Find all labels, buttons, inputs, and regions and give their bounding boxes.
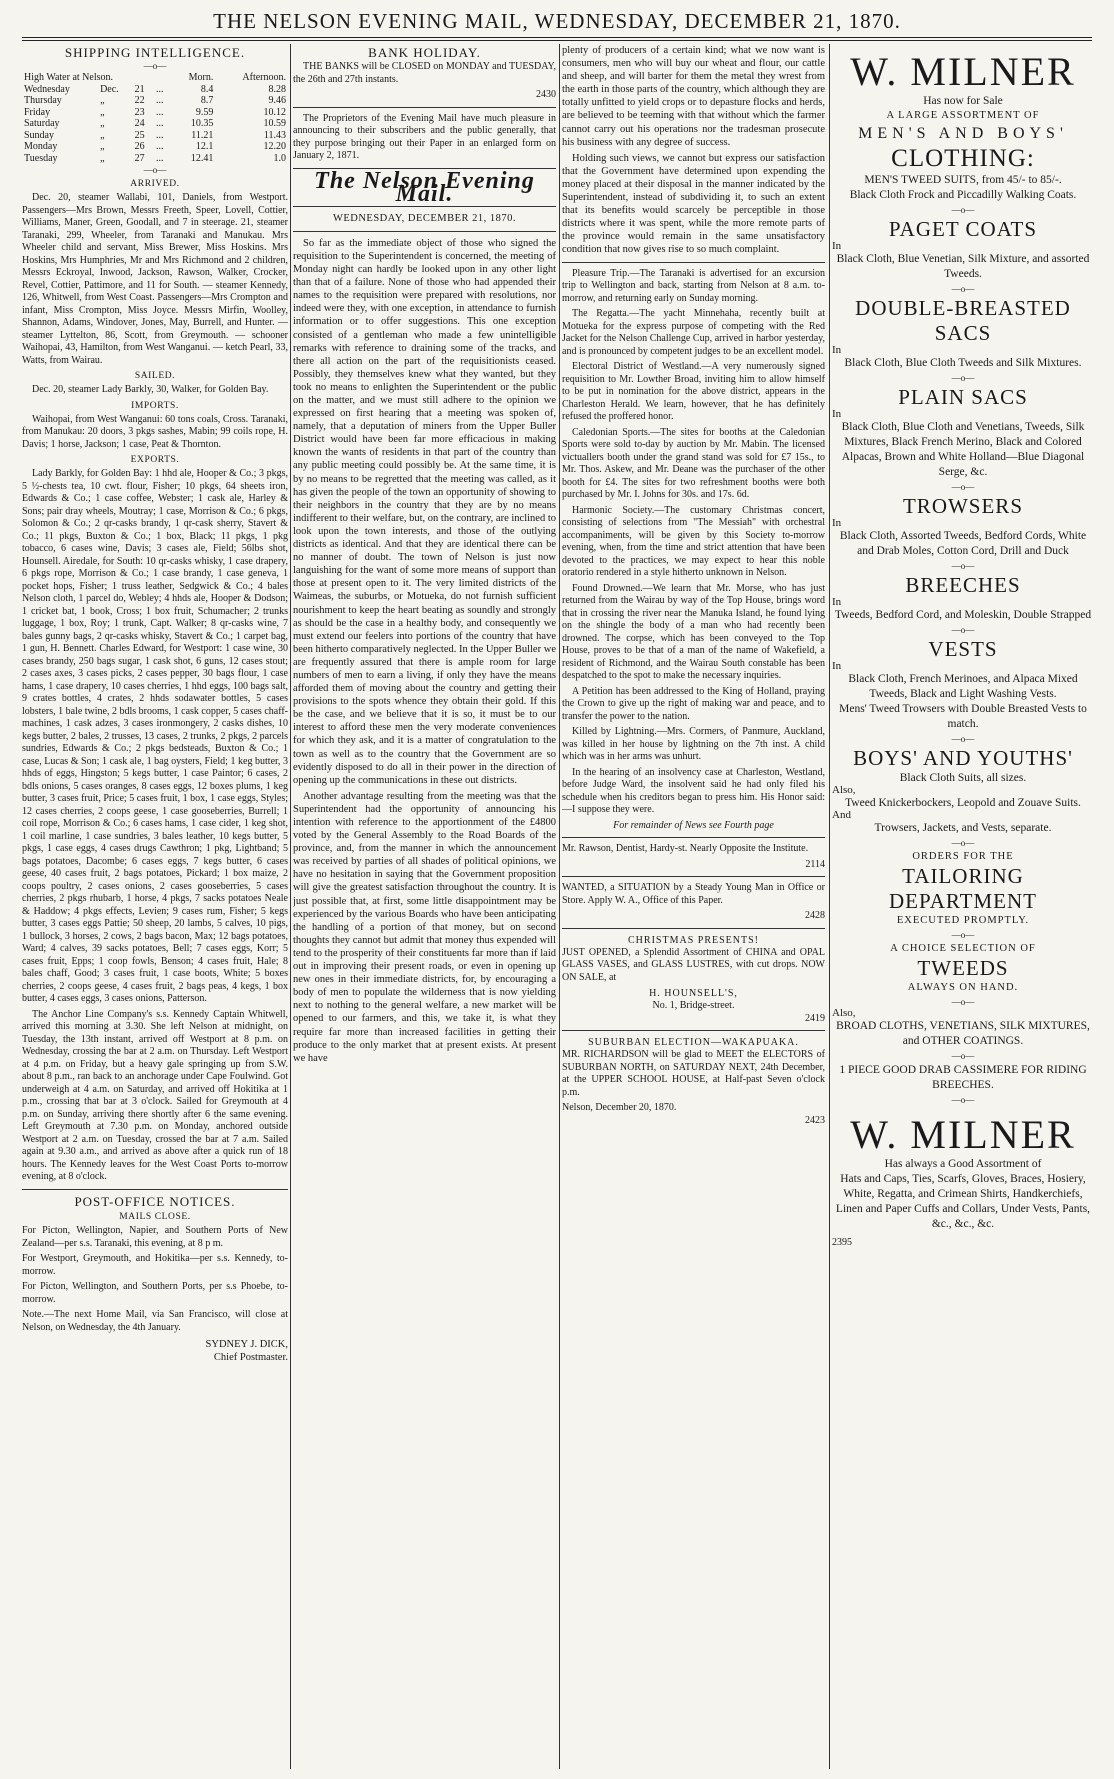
tide-row: Saturday „ 24 ... 10.35 10.59 (24, 118, 286, 130)
column-shipping (22, 44, 288, 1769)
mens-tweed: MEN'S TWEED SUITS, from 45/- to 85/-. (864, 174, 1062, 186)
mail-item: Note.—The next Home Mail, via San Francisco, will close at Nelson, on Wednesday, the 4th January. (22, 1309, 288, 1333)
in-word: In (832, 596, 842, 608)
editorial-continuation: plenty of producers of a certain kind; what we now want is consumers, men who will buy our wheat and flour, our cattle and sheep, and will barter for them the metal they wrest from the earth in those parts of the country, which although they are totally unfitted to yield crops or to depasture flocks and herds, are believed to be teeming with that without which the farmer cannot carry out his operations nor the tradesman prosecute his business with any degree of success. (562, 45, 825, 148)
tide-header-row (22, 72, 288, 84)
divider: —o— (143, 61, 167, 72)
arrived-text: Dec. 20, steamer Wallabi, 101, Daniels, from Westport. Passengers—Mrs Brown, Messrs Freeth, Speer, Lovell, Cottier, Williams, Maner, Green, Goodall, and 7 in steerage. 21, steamer Taranaki, 299, Wheeler, from Taranaki and Manukau. Mrs Wheeler child and servant, Miss Brewer, Miss Hoskins. Mrs Hoskins, Mrs Humphries, Mr and Mrs Richmond and 2 children, Messrs Eckroyal, Inwood, Jackson, Rawson, Walker, Crocker, Revel, Cottier, Pattimore, and 11 for South. — steamer Kennedy, 126, Whitwell, from West Coast. Passengers—Mrs Crompton and infant, Miss Crompton, Miss Joyce. Messrs Mirfin, Woolley, Shannon, Adams, Windover, Jones, May, Burrell, and Hunter. — steamer Lyttelton, 86, Scott, from Greymouth. — schooner Waihopai, 43, Hamilton, from West Wanganui. — ketch Pearl, 33, Watts, from Wairau. (22, 192, 288, 366)
has-always: Has always a Good Assortment of (884, 1158, 1042, 1170)
editorial-paragraph: So far as the immediate object of those who signed the requisition to the Superintendent is concerned, the meeting of Monday night can hardly be looked upon in any other light than that of a failure. None of those who had appended their names to the requisition were prepared with resolutions, nor indeed were they, with one exception, in attendance to furnish information or to offer suggestions. This one exception consisted of a gentleman who made a few unintelligible remarks with reference to draining some of the tracks, and there all action on the part of the requisitionists ceased. Possibly, they themselves knew what they wanted, but they took no means to enlighten the Superintendent or the public on the matter, and we must still adhere to the opinion we expressed on first hearing that a meeting was spoken of, namely, that a deputation of miners from the Upper Buller District would have been far more efficacious in making known the wants of residents in that part of the country than any public meeting could possibly be. At the same time, it is by no means to be regretted that the meeting was called, as it has given the people of the town an opportunity of showing to their neighbors in the country that they are by no means indifferent to their welfare, but, on the contrary, are inclined to look upon the town interests, and those of the outlying districts as identical. And that they are identical there can be no manner of doubt. The town of Nelson is just now languishing for the want of some more means of support than those at present open to it. The very limited districts of the Waimeas, the suburbs, or Motueka, do not furnish sufficient nourishment to keep the heart beating as soundly and strongly as should be the case in a healthy body, and consequently we must extend our feelers into portions of the country that have been hitherto comparatively neglected. In the Upper Buller we are frequently assured that there is ample room for large numbers of men to earn a living, if only they have the means afforded them of moving about the country and getting their provisions to the spots whence they obtain their gold. If this be the case, and we believe that it is so, it must be to our interest to afford these men the very moderate conveniences for which they ask, and it is a matter of congratulation to the town as well as to the country that the Government are so evidently disposed to do all in their power in the direction of opening up the communications in these out districts. (293, 237, 556, 786)
news-item: Found Drowned.—We learn that Mr. Morse, who has just returned from the Wairau by way of the Top House, brings word that in crossing the river near the Manuka Island, he found lying on the shingle the body of a man who had recently been drowned. The corpse, which has been conveyed to the Top House, proves to be that of a man of the name of Wakefield, a resident of Richmond, and the Wairau South constable has been despatched to the spot to make the necessary inquiries. (562, 582, 825, 681)
executed-promptly: EXECUTED PROMPTLY. (896, 915, 1030, 926)
tweed-knickerbockers: Tweed Knickerbockers, Leopold and Zouave Suits. (845, 797, 1081, 809)
tide-header: High Water at Nelson. (24, 72, 113, 84)
and-word: And (832, 809, 851, 821)
tide-row: Thursday „ 22 ... 8.7 9.46 (24, 95, 286, 107)
kennedy-report: The Anchor Line Company's s.s. Kennedy Captain Whitwell, arrived this morning at 3.30. She left Nelson at midnight, on Tuesday, the 13th instant, arrived off Westport at 8 p.m. on Wednesday, crossing the bar at 2 a.m. on Thursday. Left Westport at 4 p.m. on Friday, but a heavy gale springing up from S.W. about 8 p.m., ran back to an anchorage under Cape Foulwind. Got underweigh at 4 a.m. on Saturday, and arrived off Hokitika at 1 p.m., crossing that bar at 3 o'clock. Sailed for Greymouth at 4 p.m. on Sunday, arriving there shortly after 6 the same evening. Left Greymouth at 7.30 p.m. on Monday, anchored outside Westport at 2 a.m. on Tuesday, crossed the bar at 7 a.m. Sailed again at 9.30 a.m., and arrived as above after a quick run of 18 hours. The Kennedy leaves for the West Coast Ports to-morrow evening, at 8 o'clock. (22, 1008, 288, 1183)
ad-number: 2114 (805, 858, 825, 870)
plain-desc: Black Cloth, Blue Cloth and Venetians, Tweeds, Silk Mixtures, Black French Merino, Black and Colored Alpacas, Brown and White Holland—Blue Diagonal Serge, &c. (841, 421, 1085, 478)
arrived-heading: ARRIVED. (130, 179, 180, 190)
also-word: Also, (832, 1007, 856, 1019)
section-rule (293, 107, 556, 108)
plain-sacs-heading: PLAIN SACS (898, 385, 1028, 409)
ad-wanted: WANTED, a SITUATION by a Steady Young Man in Office or Store. Apply W. A., Office of this Paper. (562, 882, 825, 906)
ad-number: 2428 (805, 910, 825, 921)
column-rule (559, 44, 560, 1769)
news-item: Harmonic Society.—The customary Christmas concert, consisting of selections from "The Messiah" with orchestral accompaniments, will be given by this Society to-morrow evening, when, from the time and strict attention that have been devoted to the practices, we may expect to hear this noble oratorio rendered in a style hitherto unknown in Nelson. (562, 504, 825, 578)
breeches-desc: Tweeds, Bedford Cord, and Moleskin, Double Strapped (834, 609, 1092, 621)
hounsell-address: No. 1, Bridge-street. (652, 1000, 735, 1012)
exports-heading: EXPORTS. (130, 455, 180, 466)
divider: —o— (951, 1051, 975, 1061)
bank-holiday-text: THE BANKS will be CLOSED on MONDAY and TUESDAY, the 26th and 27th instants. (293, 61, 556, 85)
postmaster-title: Chief Postmaster. (213, 1352, 288, 1364)
news-item: Caledonian Sports.—The sites for booths at the Caledonian Sports were sold to-day by auction by Mr. Mabin. The licensed victuallers booth under the grand stand was sold for £7 15s., to Mr. Thos. Askew, and Mr. Deane was the purchaser of the other booth for £4. The sites for two refreshment booths were both purchased by Mr. I. Johns for 30s. and 17s. 6d. (562, 426, 825, 500)
double-desc: Black Cloth, Blue Cloth Tweeds and Silk Mixtures. (844, 357, 1082, 369)
section-rule (562, 837, 825, 838)
shipping-heading: SHIPPING INTELLIGENCE. (64, 45, 246, 60)
double-breasted-heading: DOUBLE-BREASTED SACS (855, 296, 1071, 345)
trowsers-desc: Black Cloth, Assorted Tweeds, Bedford Cords, White and Drab Moles, Cotton Cord, Drill and Duck (839, 530, 1087, 557)
christmas-text: JUST OPENED, a Splendid Assortment of CHINA and OPAL GLASS VASES, and GLASS LUSTRES, with cut drops. NOW ON SALE, at (562, 946, 825, 983)
in-word: In (832, 517, 842, 529)
column-news (562, 44, 825, 1769)
column-milner-ad (832, 44, 1094, 1769)
tide-header: Afternoon. (242, 72, 286, 84)
mens-double: Mens' Tweed Trowsers with Double Breasted Vests to match. (839, 703, 1087, 730)
in-word: In (832, 240, 842, 252)
tide-row: Monday „ 26 ... 12.1 12.20 (24, 141, 286, 153)
tide-row: Friday „ 23 ... 9.59 10.12 (24, 106, 286, 118)
section-rule (562, 928, 825, 929)
divider: —o— (951, 482, 975, 492)
boys-heading: BOYS' AND YOUTHS' (853, 746, 1073, 770)
column-rule (829, 44, 830, 1769)
choice-selection: A CHOICE SELECTION OF (890, 943, 1036, 954)
ad-number: 2395 (832, 1237, 852, 1248)
mail-item: For Picton, Wellington, Napier, and Southern Ports of New Zealand—per s.s. Taranaki, this evening, at 8 p m. (22, 1225, 288, 1249)
drab-cassimere: 1 PIECE GOOD DRAB CASSIMERE FOR RIDING BREECHES. (839, 1064, 1087, 1091)
sailed-heading: SAILED. (134, 371, 176, 382)
sailed-text: Dec. 20, steamer Lady Barkly, 30, Walker, for Golden Bay. (32, 384, 269, 396)
column-editorial (293, 44, 556, 1769)
masthead: THE NELSON EVENING MAIL, WEDNESDAY, DECEMBER 21, 1870. (213, 9, 901, 33)
divider: —o— (951, 625, 975, 635)
milner-title-2: W. MILNER (850, 1112, 1076, 1157)
news-item: Pleasure Trip.—The Taranaki is advertised for an excursion trip to Wellington and back, starting from Nelson at 8 a.m. to-morrow, and returning early on Sunday morning. (562, 267, 825, 304)
postmaster-name: SYDNEY J. DICK, (205, 1339, 288, 1351)
orders-for: ORDERS FOR THE (912, 851, 1014, 862)
tide-table (22, 72, 288, 164)
bank-holiday-heading: BANK HOLIDAY. (368, 45, 481, 60)
ad-number: 2423 (805, 1114, 825, 1126)
divider: —o— (143, 165, 167, 176)
editorial-paragraph: Another advantage resulting from the meeting was that the Superintendent had the opportunity of announcing his intention with reference to the apportionment of the £4800 voted by the General Assembly to the Road Boards of the province, and, from the manner in which the announcement was received by parties of all shades of political opinions, we have no hesitation in saying that the Government proposition will give the greatest satisfaction throughout the country. It is just possible that, at first, some little disappointment may be experienced by the various Boards who have been anticipating the handling of a portion of that money, but on second thoughts they cannot but admit that money thus expended will tend to the prosperity of their constituents far more than if laid out in improving their present roads, or even in opening up new ones in their immediate districts, for, by encouraging a body of men to populate the wilderness that is now yielding next to nothing to the general welfare, a new market will be opened to our farmers, and this, we take it, is what they require far more than increased facilities in getting their produce to the only market that at present exists. At present we have (293, 790, 556, 1064)
tweeds-heading: TWEEDS (917, 956, 1009, 980)
ad-number: 2430 (536, 89, 556, 101)
divider: —o— (951, 734, 975, 744)
in-word: In (832, 660, 842, 672)
remainder-note: For remainder of News see Fourth page (613, 819, 774, 831)
mail-item: For Picton, Wellington, and Southern Ports, per s.s Phoebe, to-morrow. (22, 1281, 288, 1305)
divider: —o— (951, 373, 975, 383)
masthead-rule-top (22, 37, 1092, 38)
proprietors-notice: The Proprietors of the Evening Mail have much pleasure in announcing to their subscribers and the public generally, that they purpose bringing out their Paper in an enlarged form on January 2, 1871. (293, 112, 556, 162)
editorial-continuation: Holding such views, we cannot but express our satisfaction that the Government have determined upon expending the money placed at their disposal in the manner indicated by the Superintendent, instead of subdividing it, to such an extent that its benefits would scarcely be perceptible in those districts where it was spent, while the more remote parts of the province would remain in the same unsatisfactory condition that now gives rise to so much complaint. (562, 152, 825, 256)
black-frock: Black Cloth Frock and Piccadilly Walking Coats. (849, 189, 1077, 201)
divider: —o— (951, 561, 975, 571)
dateline: WEDNESDAY, DECEMBER 21, 1870. (332, 212, 517, 224)
tide-row: Tuesday „ 27 ... 12.41 1.0 (24, 152, 286, 164)
large-assortment: A LARGE ASSORTMENT OF (886, 110, 1040, 121)
suburban-text: MR. RICHARDSON will be glad to MEET the ELECTORS of SUBURBAN NORTH, on SATURDAY NEXT, 24th December, at the UPPER SCHOOL HOUSE, at Half-past Seven o'clock p.m. (562, 1049, 825, 1098)
section-rule (562, 876, 825, 877)
masthead-rule-bottom (22, 40, 1092, 41)
column-rule (290, 44, 291, 1769)
paget-heading: PAGET COATS (888, 217, 1038, 241)
mail-item: For Westport, Greymouth, and Hokitika—per s.s. Kennedy, to-morrow. (22, 1253, 288, 1277)
divider: —o— (951, 205, 975, 215)
trowsers-jackets: Trowsers, Jackets, and Vests, separate. (874, 822, 1052, 834)
clothing-heading: CLOTHING: (891, 145, 1035, 172)
news-item: Electoral District of Westland.—A very numerously signed requisition to Mr. Lowther Broad, inviting him to allow himself to be put in nomination for the above district, appears in the Charleston Herald. We learn, however, that he has definitely refused the proffered honor. (562, 361, 825, 422)
has-now: Has now for Sale (923, 95, 1003, 107)
tide-row: Wednesday Dec. 21 ... 8.4 8.28 (24, 83, 286, 95)
breeches-heading: BREECHES (905, 573, 1021, 597)
tide-header: Morn. (188, 72, 214, 84)
suburban-heading: SUBURBAN ELECTION—WAKAPUAKA. (588, 1037, 799, 1049)
in-word: In (832, 408, 842, 420)
divider: —o— (951, 284, 975, 294)
divider: —o— (951, 997, 975, 1007)
divider: —o— (951, 930, 975, 940)
in-word: In (832, 344, 842, 356)
section-rule (22, 1189, 288, 1190)
etc: &c., &c., &c. (931, 1218, 995, 1230)
boys-desc: Black Cloth Suits, all sizes. (899, 772, 1027, 784)
broad-cloths: BROAD CLOTHS, VENETIANS, SILK MIXTURES, and OTHER COATINGS. (836, 1020, 1090, 1047)
nameplate: The Nelson Evening Mail. (314, 167, 535, 207)
mens-boys: MEN'S AND BOYS' (858, 125, 1068, 142)
news-item: In the hearing of an insolvency case at Charleston, Westland, before Judge Ward, the insolvent said he had only filed his schedule when his creditors began to press him. His Honor said:—I suppose they were. (562, 766, 825, 815)
hounsell-name: H. HOUNSELL'S, (649, 988, 738, 1000)
news-item: The Regatta.—The yacht Minnehaha, recently built at Motueka for the express purpose of competing with the Red Jacket for the Nelson Challenge Cup, arrived in harbor yesterday, and is pronounced by competent judges to be an excellent model. (562, 308, 825, 357)
also-word: Also, (832, 784, 856, 796)
paget-desc: Black Cloth, Blue Venetian, Silk Mixture, and assorted Tweeds. (836, 253, 1090, 280)
suburban-date: Nelson, December 20, 1870. (562, 1102, 677, 1114)
section-rule (293, 231, 556, 232)
imports-heading: IMPORTS. (131, 400, 179, 411)
news-item: Killed by Lightning.—Mrs. Cormers, of Panmure, Auckland, was killed in her house by lightning on the 7th inst. A child which was in her arms was unhurt. (562, 726, 825, 762)
vests-heading: VESTS (928, 637, 998, 661)
divider: —o— (951, 838, 975, 848)
postmaster-signature (22, 1338, 288, 1364)
news-item: A Petition has been addressed to the King of Holland, praying the Crown to give up the right of making war and peace, and to transfer the power to the nation. (562, 685, 825, 722)
mails-heading: MAILS CLOSE. (119, 1212, 191, 1223)
section-rule (562, 262, 825, 263)
christmas-heading: CHRISTMAS PRESENTS! (628, 934, 759, 946)
trowsers-heading: TROWSERS (902, 494, 1023, 518)
always-on-hand: ALWAYS ON HAND. (907, 982, 1019, 993)
divider: —o— (951, 1095, 975, 1105)
vests-desc: Black Cloth, French Merinoes, and Alpaca Mixed Tweeds, Black and Light Washing Vests. (848, 673, 1078, 700)
ad-rawson: Mr. Rawson, Dentist, Hardy-st. Nearly Opposite the Institute. (562, 843, 809, 854)
ad-number: 2419 (805, 1012, 825, 1024)
tailoring-heading: TAILORING DEPARTMENT (889, 864, 1037, 913)
imports-text: Waihopai, from West Wanganui: 60 tons coals, Cross. Taranaki, from Manukau: 20 doors, 3 pkgs sashes, Mabin; 99 coils rope, H. Davis; 1 horse, Jackson; 1 case, Peat & Thornton. (22, 413, 288, 450)
hats-list: Hats and Caps, Ties, Scarfs, Gloves, Braces, Hosiery, White, Regatta, and Crimean Shirts, Handkerchiefs, Linen and Paper Cuffs and Collars, Under Vests, Pants, (835, 1173, 1091, 1215)
exports-text: Lady Barkly, for Golden Bay: 1 hhd ale, Hooper & Co.; 3 pkgs, 5 ½-chests tea, 10 cwt. flour, Fisher; 10 pkgs, 64 sheets iron, Edwards & Co.; 1 case coffee, Webster; 1 cask ale, Harley & Sons; pair dray wheels, Moutray; 1 case, Morrison & Co.; 6 pkgs, Solomon & Co.; 2 qr-casks brandy, 1 qr-cask sherry, Stavert & Co.; 11 pkgs, Buxton & Co.; 1 box, Black; 11 pkgs, 1 pkg tobacco, 6 cases wine, Davis; 3 cases ale, Field; 56lbs shot, Hounsell. Airedale, for South: 10 qr-casks whisky, 1 case drapery, 6 pkgs rope, Morrison & Co.; 1 case brandy, 1 case geneva, 1 pocket hops, Fisher; 1 truss leather, Sedgwick & Co.; 4 bales Nelson cloth, 1 parcel do, Webley; 4 hhds ale, Hooper & Dodson; 1 cricket bat, 1 book, Cross; 1 box fruit, Schumacher; 2 trunks luggage, 1 box, Roy; 1 trunk, Capt. Walker; 8 qr-casks wine, 7 bales gunny bags, 2 qr-casks whisky, Stavert & Co.; 1 carpet bag, 1 gun, H. Bennett. Charles Edward, for Westport: 1 case wine, 30 cases brandy, 250 bags sugar, 1 cask shot, 6 guns, 12 cases stout; 2 cases axes, 3 cases picks, 2 cases pepper, 30 bags flour, 1 case hams, 1 case drapery, 10 cases cherries, 1 hhd eggs, 100 bags salt, 9 crates bottles, 4 crates, 2 hhds sodawater bottles, 5 cases lobsters, 1 bale twine, 2 bdls brooms, 1 cask copper, 5 cases chaff-machines, 1 cask adzes, 3 cases ironmongery, 2 casks dishes, 10 kegs butter, 2 bales, 2 trusses, 13 cases, 2 trunks, 2 pkgs, 2 parcels sundries, Edwards & Co.; 2 pkgs bedsteads, Buxton & Co.; 1 case, Lucas & Son; 1 cask ale, 1 bag oysters, Field; 1 keg butter, 3 hhds of eggs, Hingston; 5 kegs butter, 1 case Paintor; 6 cases, 2 bdls onions, 5 cases oranges, 8 cases eggs, 12 boxes plums, 1 keg butter, 3 cases fruit, Price; 5 cases fruit, 1 box, 1 case eggs, Styles; 12 cases cherries, 2 coops geese, 1 case gooseberries, Burrell; 1 coil rope, Morrison & Co.; 6 cases hams, 1 case cider, 1 keg shot, 1 coil marline, 1 case sundries, 3 bales leather, 10 kegs butter, 5 pkgs, 1 case eggs, 4 cases drugs Cawthron; 1 pkg, Lightband; 5 bags potatoes, Dacombe; 6 cases eggs, 7 kegs butter, 6 cases geese, 40 cases fruit, 2 bags potatoes, Pickard; 1 box maize, 2 coops poultry, 2 cases onions, 2 cases gooseberries, 5 cases cherries, 2 pkgs rhubarb, 1 horse, 4 pkgs, 7 sacks potatoes Neale & Haddow; 4 pkgs effects, Levien; 9 cases rum, Fisher; 5 kegs butter, 3 cases eggs Pattie; 50 sheep, 20 lambs, 5 calves, 10 pigs, 1 bullock, 3 horses, 2 cows, 2 bags bacon, Max; 12 bags potatoes, Ward; 4 calves, 39 sacks potatoes, Bell; 7 cases eggs, Korr; 5 cases fruit, Epps; 1 coop fowls, Benson; 4 cases fruit, Hale; 8 bales chaff, Good; 3 cases fruit, 1 case boots, White; 5 boxes cherries, 2 coops geese, 4 cases fruit, 2 bags peas, 4 kegs, 1 box butter, 4 cases eggs, 3 cases onions, Patterson. (22, 468, 288, 1005)
post-office-heading: POST-OFFICE NOTICES. (74, 1193, 236, 1209)
tide-row: Sunday „ 25 ... 11.21 11.43 (24, 129, 286, 141)
section-rule (562, 1030, 825, 1031)
milner-title: W. MILNER (850, 49, 1076, 94)
